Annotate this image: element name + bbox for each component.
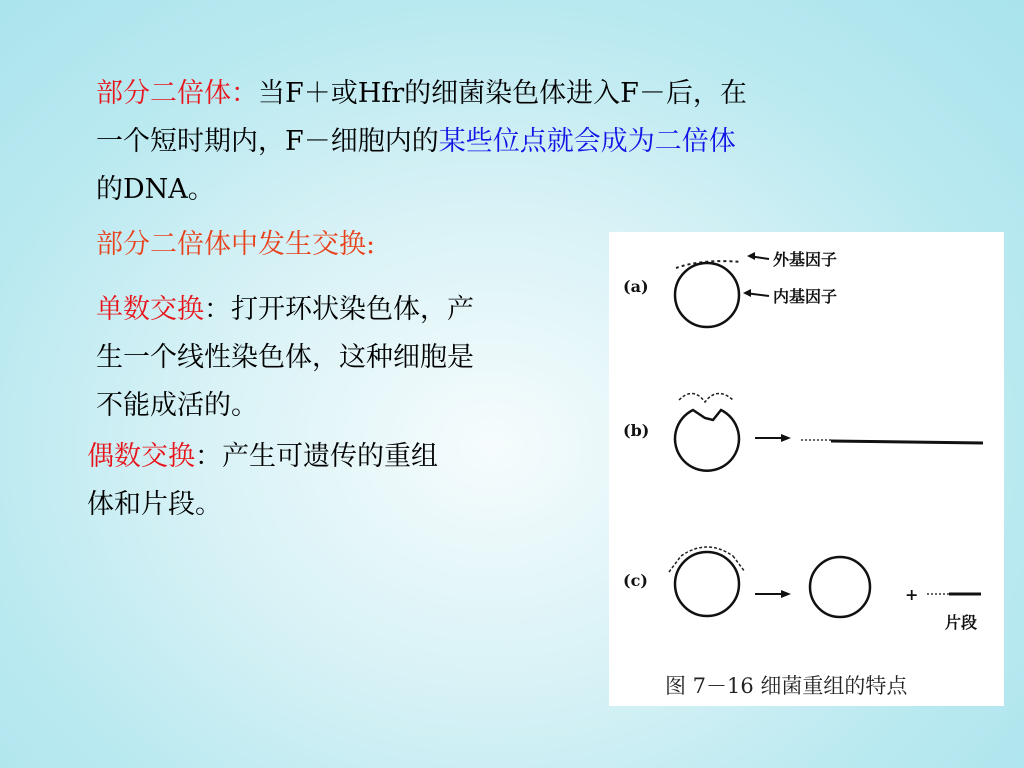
exogenote-ends-c [669,556,745,572]
label-fragment: 片段 [945,613,978,632]
figure-caption: 图 7－16 细菌重组的特点 [665,674,908,698]
term-double-crossover: 偶数交换 [87,441,195,472]
recombination-diagram [609,232,1004,706]
para4-line2: 体和片段。 [87,489,222,520]
term-single-crossover: 单数交换 [96,294,204,325]
recombination-figure [609,232,1004,706]
label-exogenote: 外基因子 [773,250,838,269]
arrowhead-exogenote [747,252,755,260]
para1-line1-text: 当F＋或Hfr的细菌染色体进入F－后，在 [258,78,747,109]
plus-sign: + [905,585,919,604]
para1-highlight: 某些位点就会成为二倍体 [438,126,736,157]
panel-c-label: (c) [623,571,648,590]
para1-line2-text: 一个短时期内，F－细胞内的 [96,126,439,157]
panel-a-label: (a) [623,277,649,296]
para3-line2: 生一个线性染色体，这种细胞是 [96,342,474,373]
panel-b-label: (b) [623,421,650,440]
open-ring-b [675,410,739,471]
crossover-b [679,393,733,402]
para1-line3: 的DNA。 [96,174,215,205]
para3-line3: 不能成活的。 [96,390,258,421]
term-partial-diploid: 部分二倍体： [96,78,258,109]
recombinant-circle [810,557,870,617]
paragraph-double-crossover [87,433,547,529]
paragraph-single-crossover [96,286,586,430]
endogenote-circle-c [675,552,739,616]
arrowhead-b [781,434,791,442]
arrowhead-endogenote [743,289,751,297]
para4-line1 [87,433,547,481]
para1-line1 [96,70,916,118]
arrowhead-c [781,590,791,598]
para1-line2 [96,118,916,166]
section-heading-exchange: 部分二倍体中发生交换: [96,229,376,260]
label-endogenote: 内基因子 [773,287,838,306]
para3-line1 [96,286,586,334]
endogenote-circle-a [675,263,739,327]
para4-line1-text: ：产生可遗传的重组 [195,441,438,472]
para3-line1-text: ：打开环状染色体，产 [204,294,474,325]
paragraph-partial-diploid [96,70,916,214]
linear-chromosome [831,441,983,443]
